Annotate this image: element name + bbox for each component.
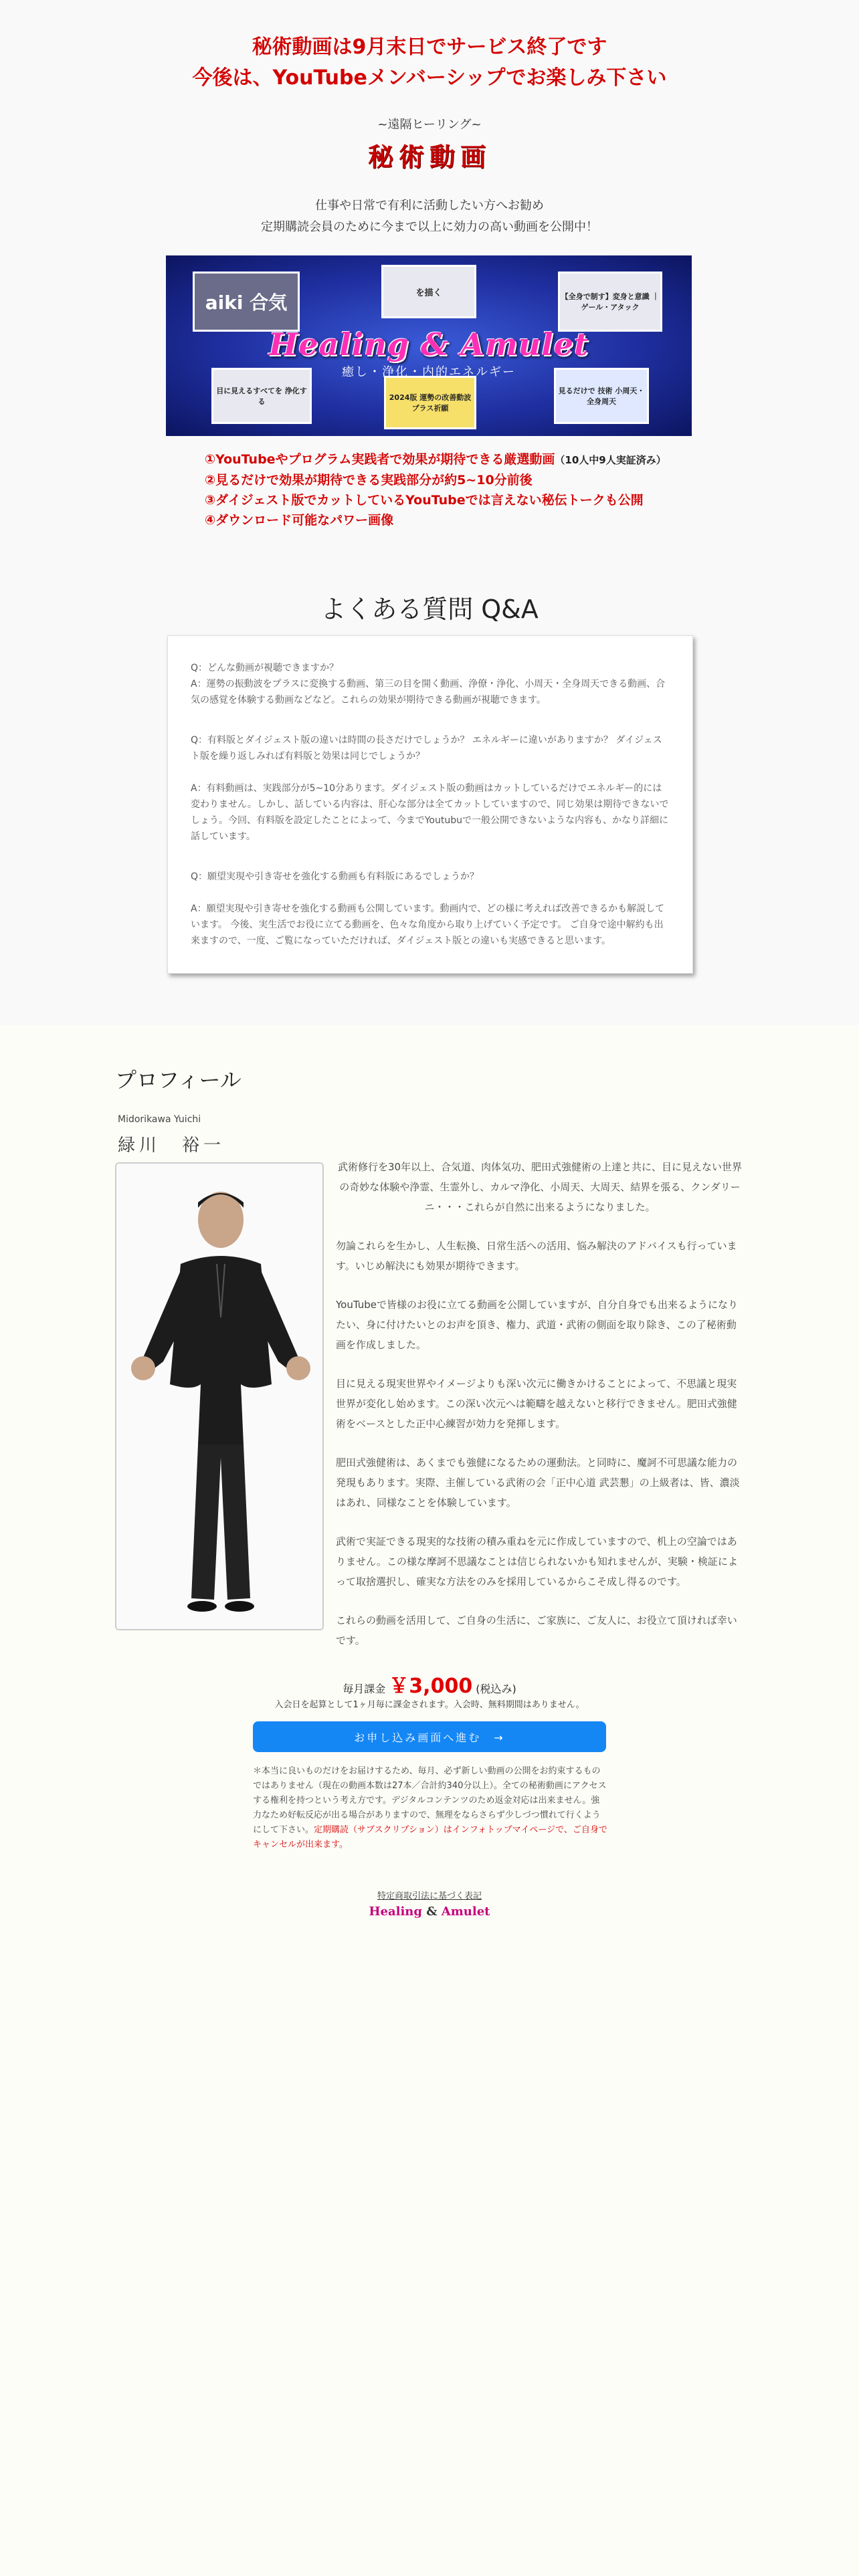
- banner-title: Healing & Amulet: [268, 326, 589, 362]
- profile-heading: プロフィール: [115, 1067, 242, 1093]
- fine-text: ＊本当に良いものだけをお届けするため、毎月、必ず新しい動画の公開をお約束するものではありません（現在の動画本数は27本／合計約340分以上）。全ての秘術動画にアクセスする権利を持つという考え方です。デジタルコンテンツのため返金対応は出来ません。強力なため好転反応が出る場合がありますので、無理をならさらず少しづつ慣れて行くようにして下さい。: [253, 1766, 607, 1835]
- feature-text: ③ダイジェスト版でカットしているYouTubeでは言えない秘伝トークも公開: [205, 493, 644, 508]
- price-row: [0, 1669, 859, 1699]
- intro-line-1: 仕事や日常で有利に活動したい方へお勧め: [315, 199, 544, 213]
- footer-logo: [0, 1905, 859, 1919]
- bio-paragraph: これらの動画を活用して、ご自身の生活に、ご家族に、ご友人に、お役立て頂ければ幸いです。: [336, 1614, 737, 1646]
- qa-question: Q：どんな動画が視聴できますか？: [191, 663, 339, 673]
- feature-text: ②見るだけで効果が期待できる実践部分が約5~10分前後: [205, 473, 533, 488]
- feature-note: （10人中9人実証済み）: [555, 454, 666, 466]
- qa-answer: A：運勢の振動波をプラスに変換する動画、第三の目を開く動画、浄僚・浄化、小周天・全身周天できる動画、合気の感覚を体験する動画などなど。これらの効果が期待できる動画が視聴できます。: [191, 679, 666, 706]
- bio-paragraph: YouTubeで皆様のお役に立てる動画を公開していますが、自分自身でも出来るようになりたい、身に付けたいとのお声を頂き、権力、武道・武術の側面を取り除き、この了秘術動画を作成しました。: [336, 1299, 738, 1351]
- page-title: 秘術動画: [367, 142, 491, 172]
- price-amount: ￥3,000: [389, 1675, 473, 1698]
- logo-text-b: Amulet: [441, 1905, 490, 1919]
- bio-paragraph: 勿論これらを生かし、人生転換、日常生活への活用、悩み解決のアドバイスも行っています。いじめ解決にも効果が期待できます。: [336, 1240, 737, 1272]
- notice-line-2: 今後は、YouTubeメンバーシップでお楽しみ下さい: [192, 66, 667, 90]
- logo-amp: &: [421, 1905, 442, 1919]
- apply-button[interactable]: お申し込み画面へ進む →: [253, 1721, 606, 1752]
- bio-paragraph: 目に見える現実世界やイメージよりも深い次元に働きかけることによって、不思議と現実世界が変化し始めます。この深い次元へは範疇を越えないと移行できません。肥田式強健術をベースとした正中心練習が効力を発揮します。: [336, 1378, 737, 1430]
- intro-line-2: 定期購読会員のために今まで以上に効力の高い動画を公開中！: [261, 220, 598, 234]
- bio-paragraph: 肥田式強健術は、あくまでも強健になるための運動法。と同時に、魔訶不可思議な能力の発現もあります。実際、主催している武術の会「正中心道 武芸懇」の上級者は、皆、濃淡はあれ、同様なことを体験しています。: [336, 1457, 740, 1509]
- banner-tile-shutten: 見るだけで 技術 小周天・全身周天: [554, 368, 649, 424]
- qa-answer: A：願望実現や引き寄せを強化する動画も公開しています。動画内で、どの様に考えれば改善できるかも解説しています。 今後、実生活でお役に立てる動画を、色々な角度から取り上げていく予定です。 ご自身で途中解約も出来ますので、一度、ご覧になっていただければ、ダイジェスト版との違いも実感できると思います。: [191, 903, 665, 946]
- hero-banner-image: [166, 255, 692, 436]
- top-section: [0, 0, 859, 1025]
- hero-kicker: ~遠隔ヒーリング~: [377, 118, 482, 132]
- bio-paragraph: 武術修行を30年以上、合気道、肉体気功、肥田式強健術の上達と共に、目に見えない世界の奇妙な体験や浄霊、生霊外し、カルマ浄化、小周天、大周天、結界を張る、クンダリーニ・・・これらが自然に出来るようになりました。: [337, 1161, 743, 1213]
- profile-photo: [115, 1162, 324, 1630]
- qa-question: Q：願望実現や引き寄せを強化する動画も有料版にあるでしょうか？: [191, 871, 479, 882]
- feature-item: [205, 449, 666, 470]
- banner-tile-aiki: aiki 合気: [193, 272, 300, 332]
- hero-intro: [0, 195, 859, 238]
- qa-box: [167, 635, 693, 974]
- qa-question: Q：有料版とダイジェスト版の違いは時間の長さだけでしょうか？ エネルギーに違いがありますか？ ダイジェスト版を繰り返しみれば有料版と効果は同じでしょうか？: [191, 735, 662, 762]
- feature-item: [205, 490, 666, 510]
- feature-item: [205, 470, 666, 490]
- fine-print: [253, 1764, 607, 1852]
- price-label: 毎月課金: [343, 1683, 386, 1695]
- service-end-notice: [0, 32, 859, 94]
- person-illustration-icon: [116, 1164, 324, 1630]
- price-tax: (税込み): [476, 1683, 516, 1695]
- feature-list: [205, 449, 666, 530]
- feature-text: ①YouTubeやプログラム実践者で効果が期待できる厳選動画: [205, 452, 555, 467]
- feature-item: [205, 510, 666, 530]
- qa-heading: よくある質問 Q&A: [320, 595, 539, 624]
- banner-subtitle: 癒し・浄化・内的エネルギー: [342, 365, 516, 379]
- banner-tile-draw: を描く: [381, 265, 476, 318]
- profile-name: 緑川 裕一: [118, 1136, 225, 1156]
- banner-tile-fortune: 2024版 運勢の改善動波 プラス祈願: [384, 376, 476, 429]
- qa-answer: A：有料動画は、実践部分が5~10分あります。ダイジェスト版の動画はカットしているだけでエネルギー的には変わりません。しかし、話している内容は、肝心な部分は全てカットしていますので、同じ効果は期待できないでしょう。今回、有料版を設定したことによって、今までYoutubuで一般公開できないような内容も、かなり詳細に話しています。: [191, 783, 669, 842]
- banner-tile-attack: 【全身で制す】変身と意識 ｜ ゲール・アタック: [558, 272, 662, 332]
- profile-bio: [336, 1157, 744, 1669]
- feature-text: ④ダウンロード可能なパワー画像: [205, 513, 394, 528]
- price-note: 入会日を起算として1ヶ月毎に課金されます。入会時、無料期間はありません。: [274, 1700, 585, 1710]
- notice-line-1: 秘術動画は9月末日でサービス終了です: [252, 35, 607, 59]
- profile-romaji: Midorikawa Yuichi: [118, 1114, 201, 1125]
- bio-paragraph: 武術で実証できる現実的な技術の積み重ねを元に作成していますので、机上の空論ではありません。この様な摩訶不思議なことは信じられないかも知れませんが、実験・検証によって取捨選択し、確実な方法をのみを採用しているからこそ成し得るのです。: [336, 1535, 738, 1588]
- logo-text-a: Healing: [369, 1905, 422, 1919]
- banner-tile-purify: 目に見えるすべてを 浄化する: [211, 368, 312, 424]
- fine-cancel-note: 定期購読（サブスクリプション）はインフォトップマイページで、ご自身でキャンセルが出来ます。: [253, 1825, 607, 1850]
- legal-notice-link[interactable]: 特定商取引法に基づく表記: [377, 1891, 482, 1901]
